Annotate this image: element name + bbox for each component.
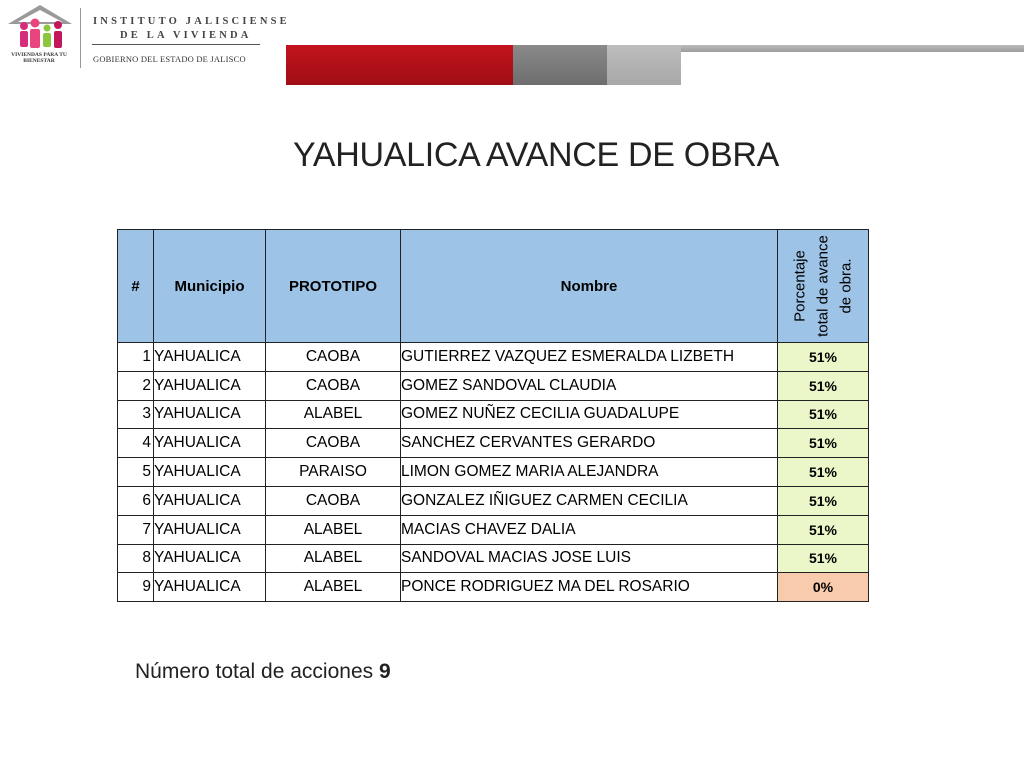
table-row [118, 458, 869, 487]
cell-number: 4 [118, 429, 154, 458]
total-actions-value: 9 [378, 660, 391, 683]
table-row [118, 544, 869, 573]
cell-porcentaje: 51% [778, 544, 869, 573]
cell-municipio: YAHUALICA [154, 515, 266, 544]
cell-prototipo: CAOBA [266, 486, 401, 515]
logo-caption: VIVIENDAS PARA TU BIENESTAR [11, 52, 67, 64]
cell-nombre: GUTIERREZ VAZQUEZ ESMERALDA LIZBETH [401, 343, 778, 372]
col-header-prototipo: PROTOTIPO [266, 230, 401, 343]
cell-number: 2 [118, 371, 154, 400]
page-title: YAHUALICA AVANCE DE OBRA [293, 136, 779, 174]
cell-porcentaje: 51% [778, 458, 869, 487]
table-row [118, 573, 869, 602]
table-row [118, 400, 869, 429]
cell-porcentaje: 51% [778, 486, 869, 515]
col-header-nombre: Nombre [401, 230, 778, 343]
org-name-line1: INSTITUTO JALISCIENSE [93, 16, 290, 27]
cell-municipio: YAHUALICA [154, 573, 266, 602]
cell-prototipo: CAOBA [266, 429, 401, 458]
cell-municipio: YAHUALICA [154, 343, 266, 372]
table-row [118, 486, 869, 515]
total-actions-label: Número total de acciones [135, 660, 374, 683]
table-row [118, 371, 869, 400]
table-row [118, 343, 869, 372]
col-header-porcentaje [778, 230, 869, 343]
cell-number: 7 [118, 515, 154, 544]
cell-municipio: YAHUALICA [154, 400, 266, 429]
header-divider [80, 8, 81, 68]
cell-municipio: YAHUALICA [154, 371, 266, 400]
cell-porcentaje: 51% [778, 400, 869, 429]
progress-table [117, 229, 869, 602]
table-header-row [118, 230, 869, 343]
cell-prototipo: CAOBA [266, 343, 401, 372]
header-bar-light-gray [607, 45, 681, 85]
cell-nombre: SANCHEZ CERVANTES GERARDO [401, 429, 778, 458]
table-row [118, 429, 869, 458]
cell-number: 3 [118, 400, 154, 429]
cell-number: 8 [118, 544, 154, 573]
cell-nombre: MACIAS CHAVEZ DALIA [401, 515, 778, 544]
col-header-porcentaje-label: Porcentaje total de avance de obra. [791, 235, 855, 337]
cell-nombre: GOMEZ NUÑEZ CECILIA GUADALUPE [401, 400, 778, 429]
header-bar-line [681, 45, 1024, 52]
cell-nombre: SANDOVAL MACIAS JOSE LUIS [401, 544, 778, 573]
cell-municipio: YAHUALICA [154, 486, 266, 515]
table-row [118, 515, 869, 544]
cell-number: 9 [118, 573, 154, 602]
total-actions [135, 660, 391, 684]
col-header-number: # [118, 230, 154, 343]
cell-municipio: YAHUALICA [154, 429, 266, 458]
cell-prototipo: ALABEL [266, 400, 401, 429]
cell-porcentaje: 51% [778, 343, 869, 372]
header-bar-red [286, 45, 513, 85]
cell-porcentaje: 51% [778, 515, 869, 544]
header-bar-dark-gray [513, 45, 607, 85]
cell-number: 5 [118, 458, 154, 487]
org-name-line2: DE LA VIVIENDA [120, 30, 252, 41]
cell-prototipo: ALABEL [266, 544, 401, 573]
house-family-icon [2, 2, 78, 54]
cell-prototipo: ALABEL [266, 573, 401, 602]
cell-porcentaje: 51% [778, 371, 869, 400]
org-government-line: GOBIERNO DEL ESTADO DE JALISCO [93, 54, 246, 64]
cell-prototipo: PARAISO [266, 458, 401, 487]
cell-municipio: YAHUALICA [154, 458, 266, 487]
cell-municipio: YAHUALICA [154, 544, 266, 573]
cell-nombre: LIMON GOMEZ MARIA ALEJANDRA [401, 458, 778, 487]
org-rule [92, 44, 260, 45]
cell-nombre: PONCE RODRIGUEZ MA DEL ROSARIO [401, 573, 778, 602]
col-header-municipio: Municipio [154, 230, 266, 343]
cell-nombre: GONZALEZ IÑIGUEZ CARMEN CECILIA [401, 486, 778, 515]
cell-nombre: GOMEZ SANDOVAL CLAUDIA [401, 371, 778, 400]
cell-porcentaje: 51% [778, 429, 869, 458]
cell-prototipo: ALABEL [266, 515, 401, 544]
cell-porcentaje: 0% [778, 573, 869, 602]
cell-prototipo: CAOBA [266, 371, 401, 400]
cell-number: 6 [118, 486, 154, 515]
cell-number: 1 [118, 343, 154, 372]
